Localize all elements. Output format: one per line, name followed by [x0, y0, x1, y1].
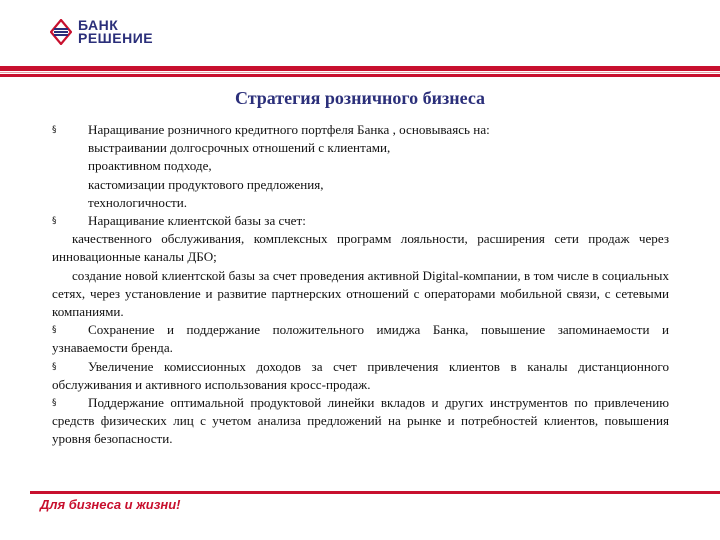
logo-mark-icon	[50, 19, 72, 45]
list-item: кастомизации продуктового предложения,	[88, 176, 324, 192]
bank-logo	[50, 18, 153, 46]
bullet-2	[52, 212, 669, 230]
bullet-3	[52, 321, 669, 357]
bullet-2-head: Наращивание клиентской базы за счет:	[88, 213, 306, 229]
list-item: технологичности.	[88, 194, 188, 210]
bullet-2-para-2: создание новой клиентской базы за счет проведения активной Digital-компании, в том числе в социальных сетях, через установление и развитие партнерских отношений с операторами мобильной связи, с сетевыми компаниями.	[52, 267, 669, 320]
bullet-1-head: Наращивание розничного кредитного портфеля Банка , основываясь на:	[88, 122, 490, 137]
bullet-5	[52, 394, 669, 449]
bullet-4	[52, 358, 669, 394]
bullet-marker: §	[52, 125, 57, 135]
bullet-4-text: Увеличение комиссионных доходов за счет привлечения клиентов в каналы дистанционного обслуживания и активного использования кросс-продаж.	[52, 358, 669, 392]
bullet-3-text: Сохранение и поддержание положительного имиджа Банка, повышение запоминаемости и узнаваемости бренда.	[52, 322, 669, 356]
logo-line-1: БАНК	[78, 17, 119, 33]
slide-title: Стратегия розничного бизнеса	[234, 88, 486, 108]
list-item: выстраивании долгосрочных отношений с клиентами,	[88, 140, 391, 156]
bullet-2-para-1: качественного обслуживания, комплексных программ лояльности, расширения сети продаж через инновационные каналы ДБО;	[52, 231, 669, 265]
bullet-1	[52, 121, 669, 212]
footer-slogan: Для бизнеса и жизни!	[40, 497, 181, 512]
slide-body	[52, 121, 669, 449]
bullet-5-text: Поддержание оптимальной продуктовой линейки вкладов и других инструментов по привлечению средств физических лиц с учетом анализа предложений на рынке и потребностей клиентов, повышения уровня безопасности.	[52, 395, 669, 447]
footer-divider	[30, 491, 720, 494]
header-divider	[0, 66, 720, 78]
list-item: проактивном подходе,	[88, 158, 212, 174]
bullet-marker: §	[52, 216, 57, 227]
logo-line-2: РЕШЕНИЕ	[78, 30, 154, 46]
bullet-marker: §	[52, 398, 57, 409]
bullet-marker: §	[52, 325, 57, 336]
bullet-marker: §	[52, 361, 57, 372]
